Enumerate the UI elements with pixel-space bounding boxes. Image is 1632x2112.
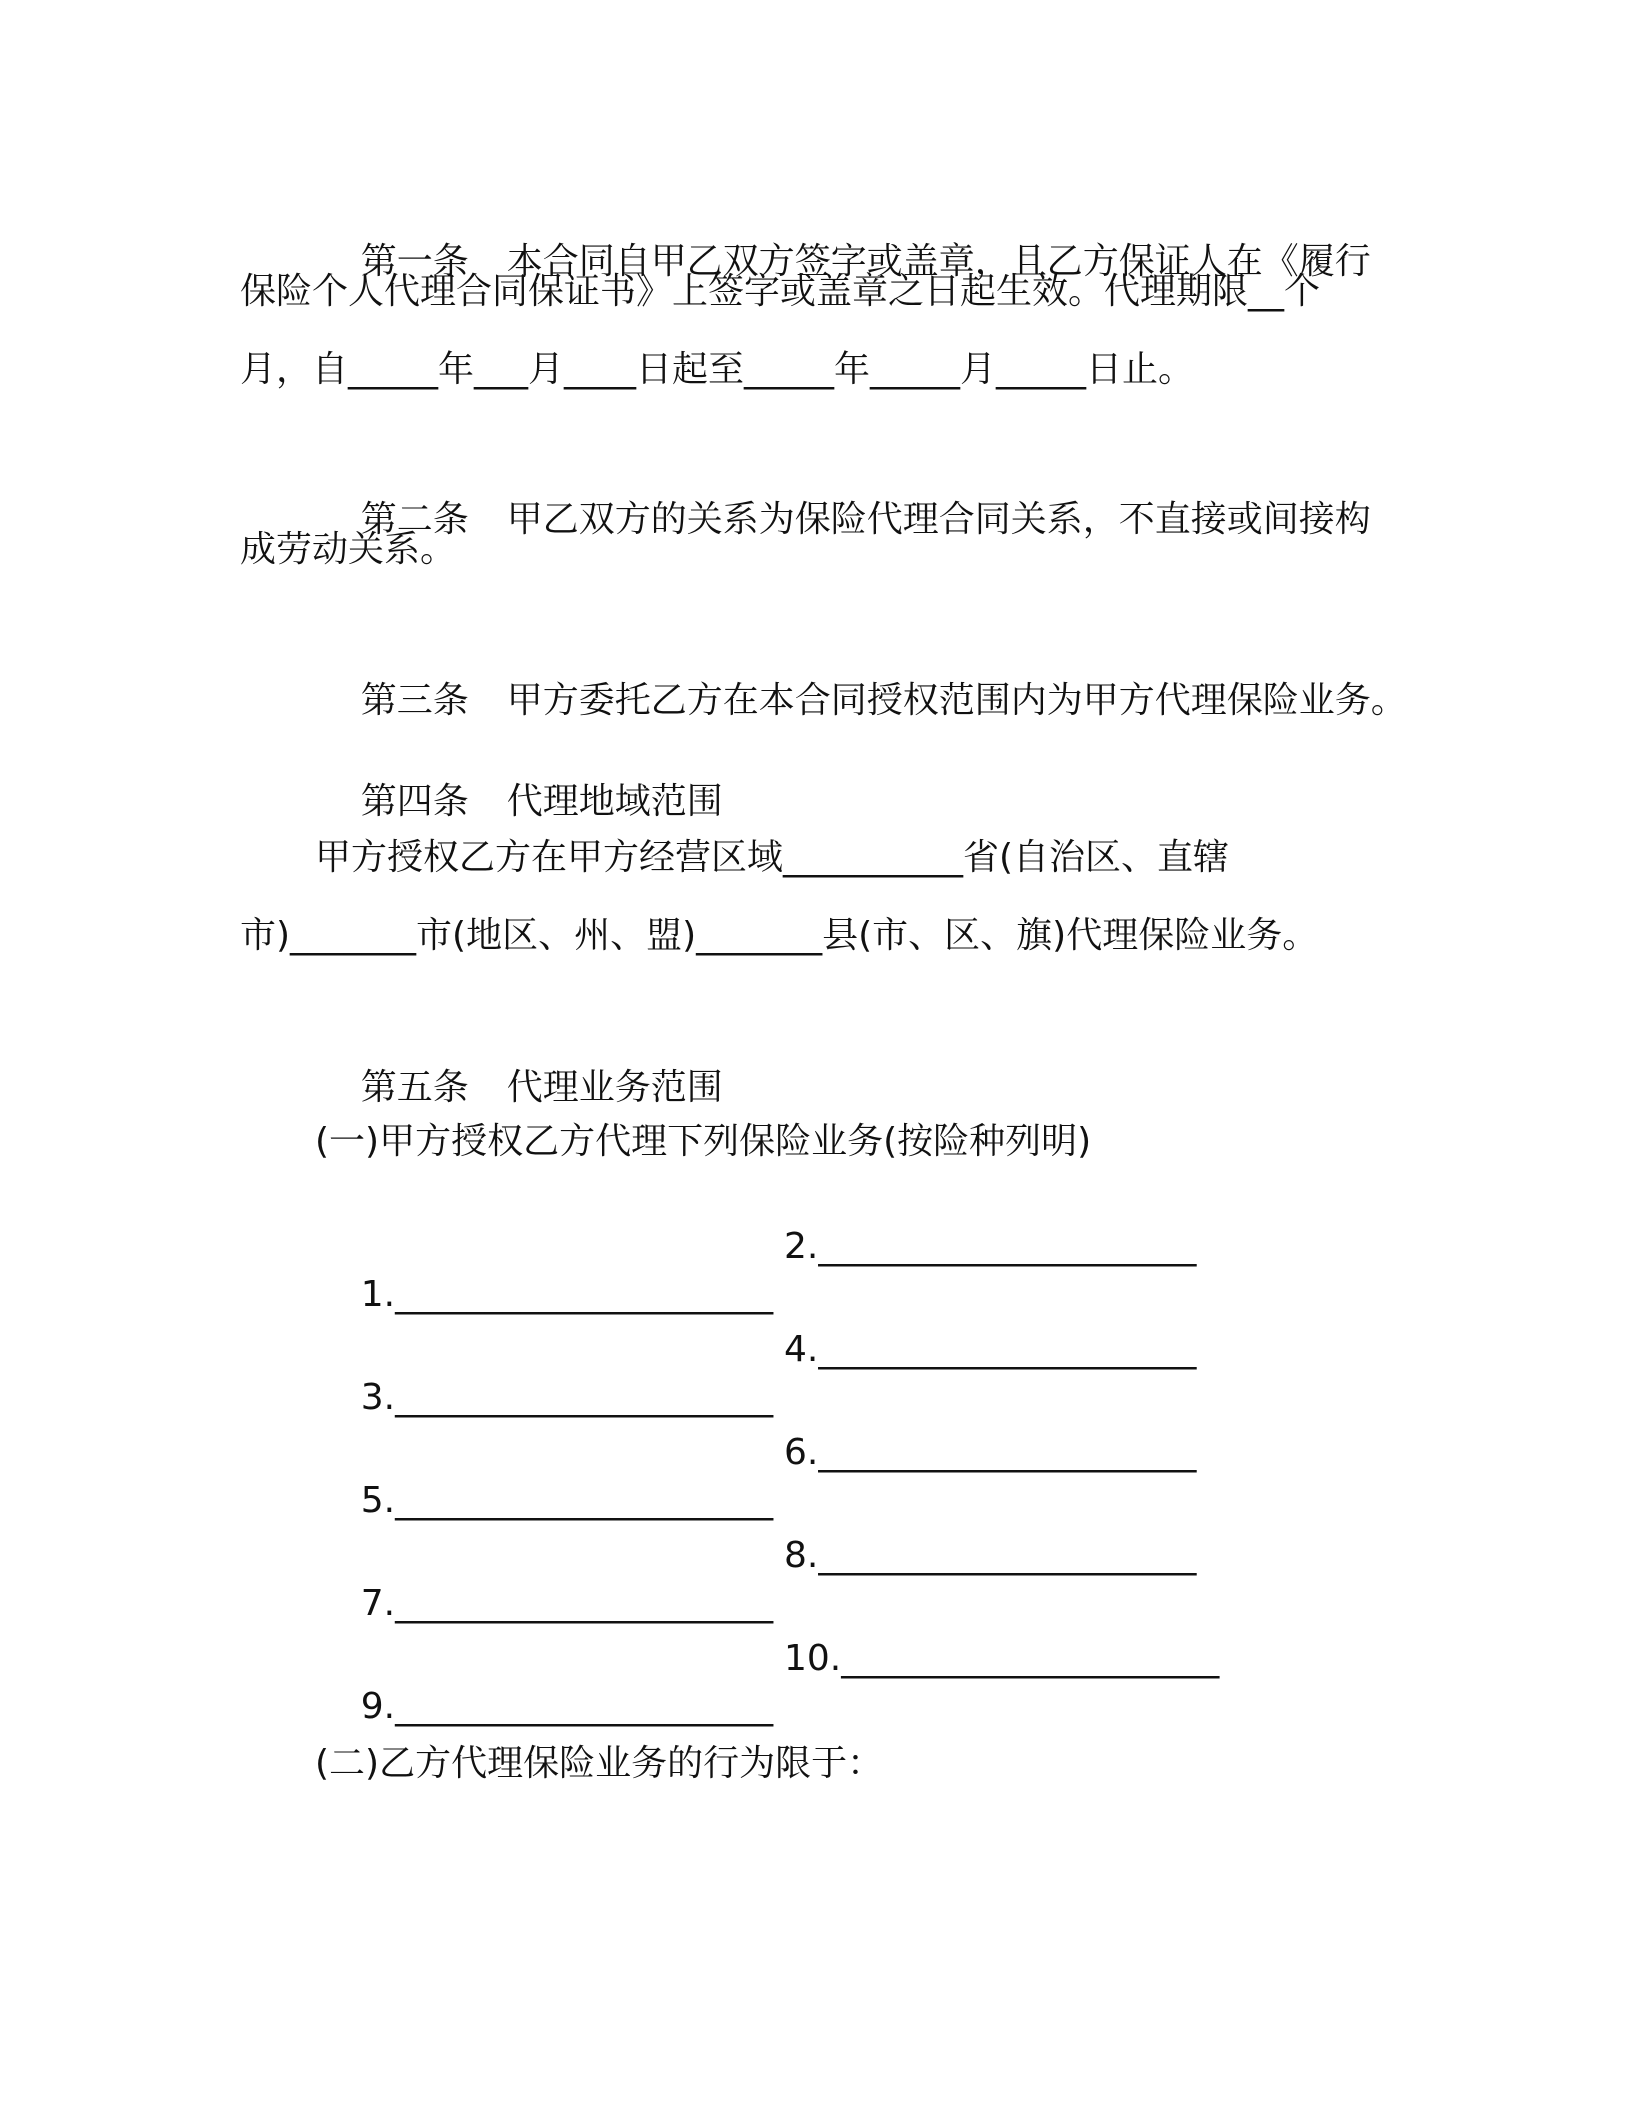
blank-item-8: 8._____________________ [784, 1535, 1197, 1576]
blank-item-9: 9._____________________ [360, 1686, 774, 1727]
blank-item-3: 3._____________________ [360, 1377, 774, 1418]
article-5-title: 代理业务范围 [506, 1067, 723, 1108]
blank-item-10: 10._____________________ [784, 1638, 1220, 1679]
blank-item-1: 1._____________________ [360, 1274, 774, 1315]
blank-item-2: 2._____________________ [784, 1226, 1197, 1267]
blank-item-6: 6._____________________ [784, 1432, 1197, 1473]
blank-item-5: 5._____________________ [360, 1480, 774, 1521]
article-2-line-1 [315, 448, 1371, 592]
article-1-line-3: 月，自_____年___月____日起至_____年_____月_____日止。 [240, 349, 1195, 390]
article-1-label: 第一条 [360, 241, 469, 282]
article-1-text-1: 本合同自甲乙双方签字或盖章，且乙方保证人在《履行 [506, 241, 1371, 282]
article-3-label: 第三条 [360, 680, 469, 721]
article-4-body-1: 甲方授权乙方在甲方经营区域__________省(自治区、直辖 [315, 837, 1230, 878]
blank-item-4: 4._____________________ [784, 1329, 1197, 1370]
article-1-line-2: 保险个人代理合同保证书》上签字或盖章之日起生效。代理期限__个 [240, 271, 1321, 312]
article-4-label: 第四条 [360, 781, 469, 822]
blank-item-7: 7._____________________ [360, 1583, 774, 1624]
article-5-subsection-1: (一)甲方授权乙方代理下列保险业务(按险种列明) [315, 1121, 1092, 1162]
article-2-label: 第二条 [360, 499, 469, 540]
article-2-text-1: 甲乙双方的关系为保险代理合同关系，不直接或间接构 [506, 499, 1371, 540]
article-4-title: 代理地域范围 [506, 781, 723, 822]
article-4-body-2: 市)_______市(地区、州、盟)_______县(市、区、旗)代理保险业务。 [240, 915, 1319, 956]
article-2-line-2: 成劳动关系。 [240, 529, 457, 570]
article-3-text-1: 甲方委托乙方在本合同授权范围内为甲方代理保险业务。 [506, 680, 1407, 721]
article-5-label: 第五条 [360, 1067, 469, 1108]
article-5-subsection-2: (二)乙方代理保险业务的行为限于： [315, 1743, 884, 1784]
